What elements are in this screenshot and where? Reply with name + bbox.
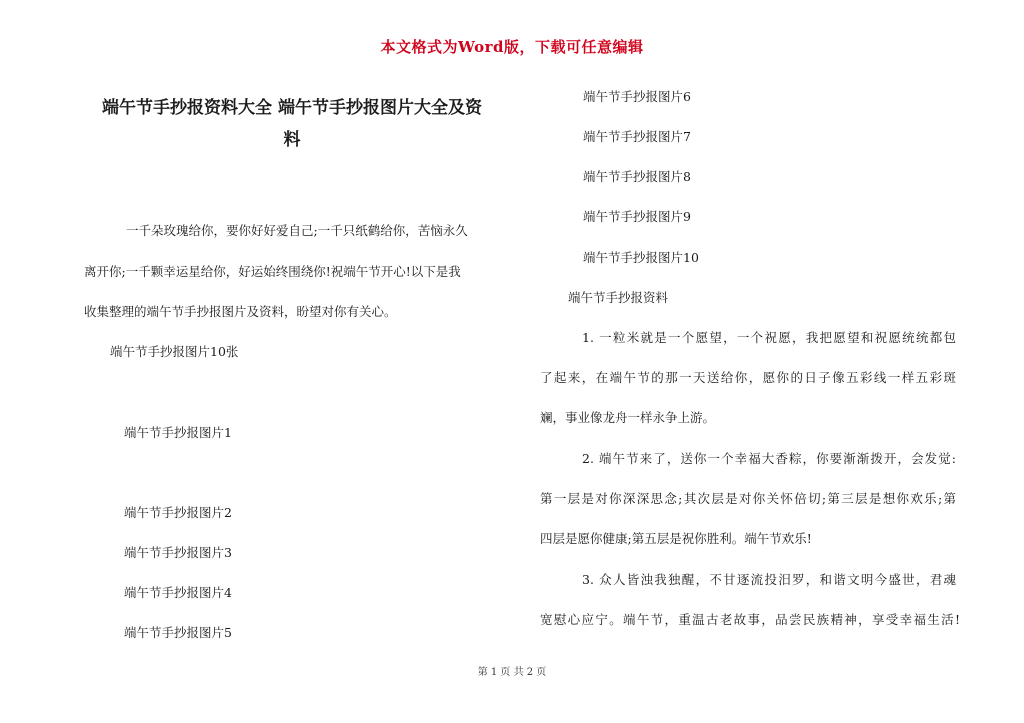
material-2-line-2: 第一层是对你深深思念;其次层是对你关怀倍切;第三层是想你欢乐;第 [540,491,956,506]
intro-line-1: 一千朵玫瑰给你，要你好好爱自己;一千只纸鹤给你，苦恼永久 [126,223,468,238]
page-title-line-1: 端午节手抄报资料大全 端午节手抄报图片大全及资 [102,98,482,118]
material-1-line-2: 了起来，在端午节的那一天送给你，愿你的日子像五彩线一样五彩斑 [540,370,956,385]
picture-caption-2: 端午节手抄报图片2 [124,505,232,520]
intro-line-3: 收集整理的端午节手抄报图片及资料，盼望对你有关心。 [84,304,397,319]
picture-caption-9: 端午节手抄报图片9 [583,209,691,224]
material-2-line-1: 2. 端午节来了，送你一个幸福大香粽，你要渐渐拨开，会发觉: [582,451,956,466]
picture-caption-5: 端午节手抄报图片5 [124,625,232,640]
material-2-line-3: 四层是愿你健康;第五层是祝你胜利。端午节欢乐! [540,531,812,546]
materials-heading: 端午节手抄报资料 [568,290,669,305]
picture-caption-7: 端午节手抄报图片7 [583,129,691,144]
material-3-line-1: 3. 众人皆浊我独醒，不甘逐流投汨罗，和谐文明今盛世，君魂 [582,572,956,587]
page-title-line-2: 料 [283,130,301,150]
pictures-heading: 端午节手抄报图片10张 [110,344,239,359]
material-1-line-3: 斓，事业像龙舟一样永争上游。 [540,410,716,425]
word-format-banner: 本文格式为Word版，下载可任意编辑 [380,38,644,56]
picture-caption-3: 端午节手抄报图片3 [124,545,232,560]
picture-caption-10: 端午节手抄报图片10 [583,250,699,265]
picture-caption-1: 端午节手抄报图片1 [124,425,232,440]
picture-caption-4: 端午节手抄报图片4 [124,585,232,600]
intro-line-2: 离开你;一千颗幸运星给你，好运始终围绕你!祝端午节开心!以下是我 [84,264,461,279]
picture-caption-8: 端午节手抄报图片8 [583,169,691,184]
picture-caption-6: 端午节手抄报图片6 [583,89,691,104]
material-1-line-1: 1. 一粒米就是一个愿望，一个祝愿，我把愿望和祝愿统统都包 [582,330,956,345]
page-number-footer: 第 1 页 共 2 页 [477,667,547,678]
material-3-line-2: 宽慰心应宁。端午节，重温古老故事，品尝民族精神，享受幸福生活! [540,612,960,627]
